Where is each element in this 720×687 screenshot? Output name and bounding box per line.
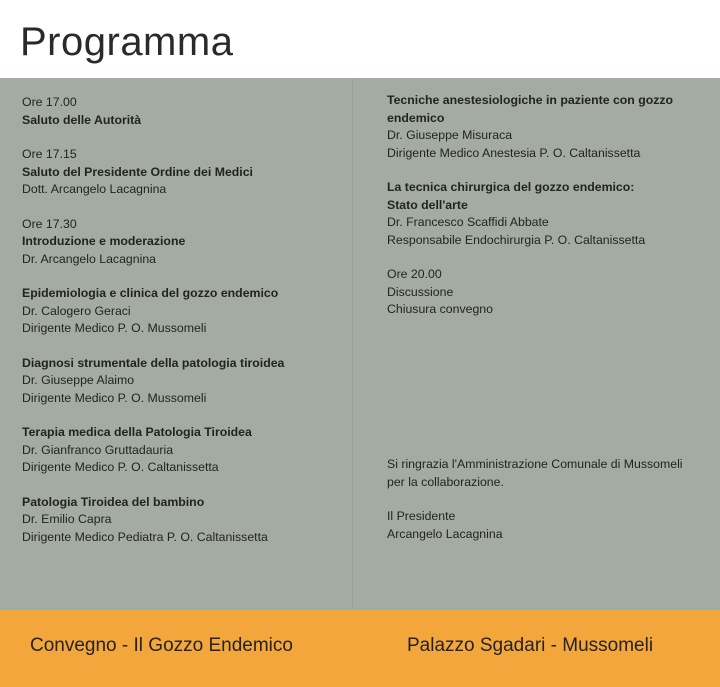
session-text: Dr. Giuseppe Misuraca: [387, 128, 513, 142]
page-title: Programma: [20, 20, 234, 64]
session-text: Responsabile Endochirurgia P. O. Caltanissetta: [387, 232, 646, 247]
program-item: [22, 285, 352, 338]
session-text: Dirigente Medico Anestesia P. O. Caltanissetta: [387, 145, 641, 160]
session-title: Saluto del Presidente Ordine dei Medici: [22, 164, 253, 179]
program-item: [387, 92, 707, 162]
session-text: Ore 20.00: [387, 267, 442, 281]
session-text: Dr. Francesco Scaffidi Abbate: [387, 215, 549, 229]
session-title: Diagnosi strumentale della patologia tiroidea: [22, 355, 285, 370]
session-title: endemico: [387, 110, 445, 125]
session-title: Epidemiologia e clinica del gozzo endemico: [22, 286, 279, 300]
session-title: Tecniche anestesiologiche in paziente con gozzo: [387, 93, 674, 107]
session-text: Chiusura convegno: [387, 302, 493, 316]
program-column-left: [22, 94, 352, 563]
session-text: Ore 17.30: [22, 216, 77, 231]
fold-line: [352, 78, 353, 610]
session-text: Dr. Gianfranco Gruttadauria: [22, 442, 174, 457]
program-item: [22, 94, 352, 129]
session-text: Il Presidente: [387, 509, 456, 523]
session-text: Dr. Emilio Capra: [22, 512, 112, 526]
session-text: Ore 17.15: [22, 147, 77, 161]
session-text: Dirigente Medico P. O. Mussomeli: [22, 321, 207, 335]
session-title: Introduzione e moderazione: [22, 234, 186, 248]
session-title: Terapia medica della Patologia Tiroidea: [22, 425, 252, 439]
program-item: [22, 146, 352, 199]
program-item: [22, 424, 352, 477]
session-text: Dr. Giuseppe Alaimo: [22, 373, 135, 387]
program-item: [387, 179, 707, 249]
program-item: [22, 494, 352, 547]
program-column-right: [387, 92, 707, 336]
footer-venue: Palazzo Sgadari - Mussomeli: [407, 635, 654, 656]
acknowledgements: [387, 456, 707, 560]
session-text: Arcangelo Lacagnina: [387, 526, 503, 541]
footer-bar: [0, 610, 720, 687]
program-item: [387, 266, 707, 319]
note-block: [387, 508, 707, 543]
session-title: Saluto delle Autorità: [22, 112, 142, 127]
note-block: [387, 456, 707, 491]
session-text: per la collaborazione.: [387, 474, 504, 489]
program-item: [22, 355, 352, 408]
session-text: Dirigente Medico P. O. Mussomeli: [22, 390, 207, 405]
session-text: Discussione: [387, 284, 454, 299]
session-text: Dr. Calogero Geraci: [22, 303, 131, 318]
session-text: Dirigente Medico Pediatra P. O. Caltanissetta: [22, 529, 268, 544]
session-title: Patologia Tiroidea del bambino: [22, 494, 205, 509]
session-title: La tecnica chirurgica del gozzo endemico:: [387, 180, 635, 194]
session-title: Stato dell'arte: [387, 197, 468, 212]
session-text: Ore 17.00: [22, 95, 77, 109]
session-text: Si ringrazia l'Amministrazione Comunale di Mussomeli: [387, 457, 683, 471]
footer-event-title: Convegno - Il Gozzo Endemico: [30, 635, 293, 656]
session-text: Dr. Arcangelo Lacagnina: [22, 251, 156, 266]
session-text: Dott. Arcangelo Lacagnina: [22, 182, 167, 196]
program-item: [22, 216, 352, 269]
session-text: Dirigente Medico P. O. Caltanissetta: [22, 460, 219, 474]
